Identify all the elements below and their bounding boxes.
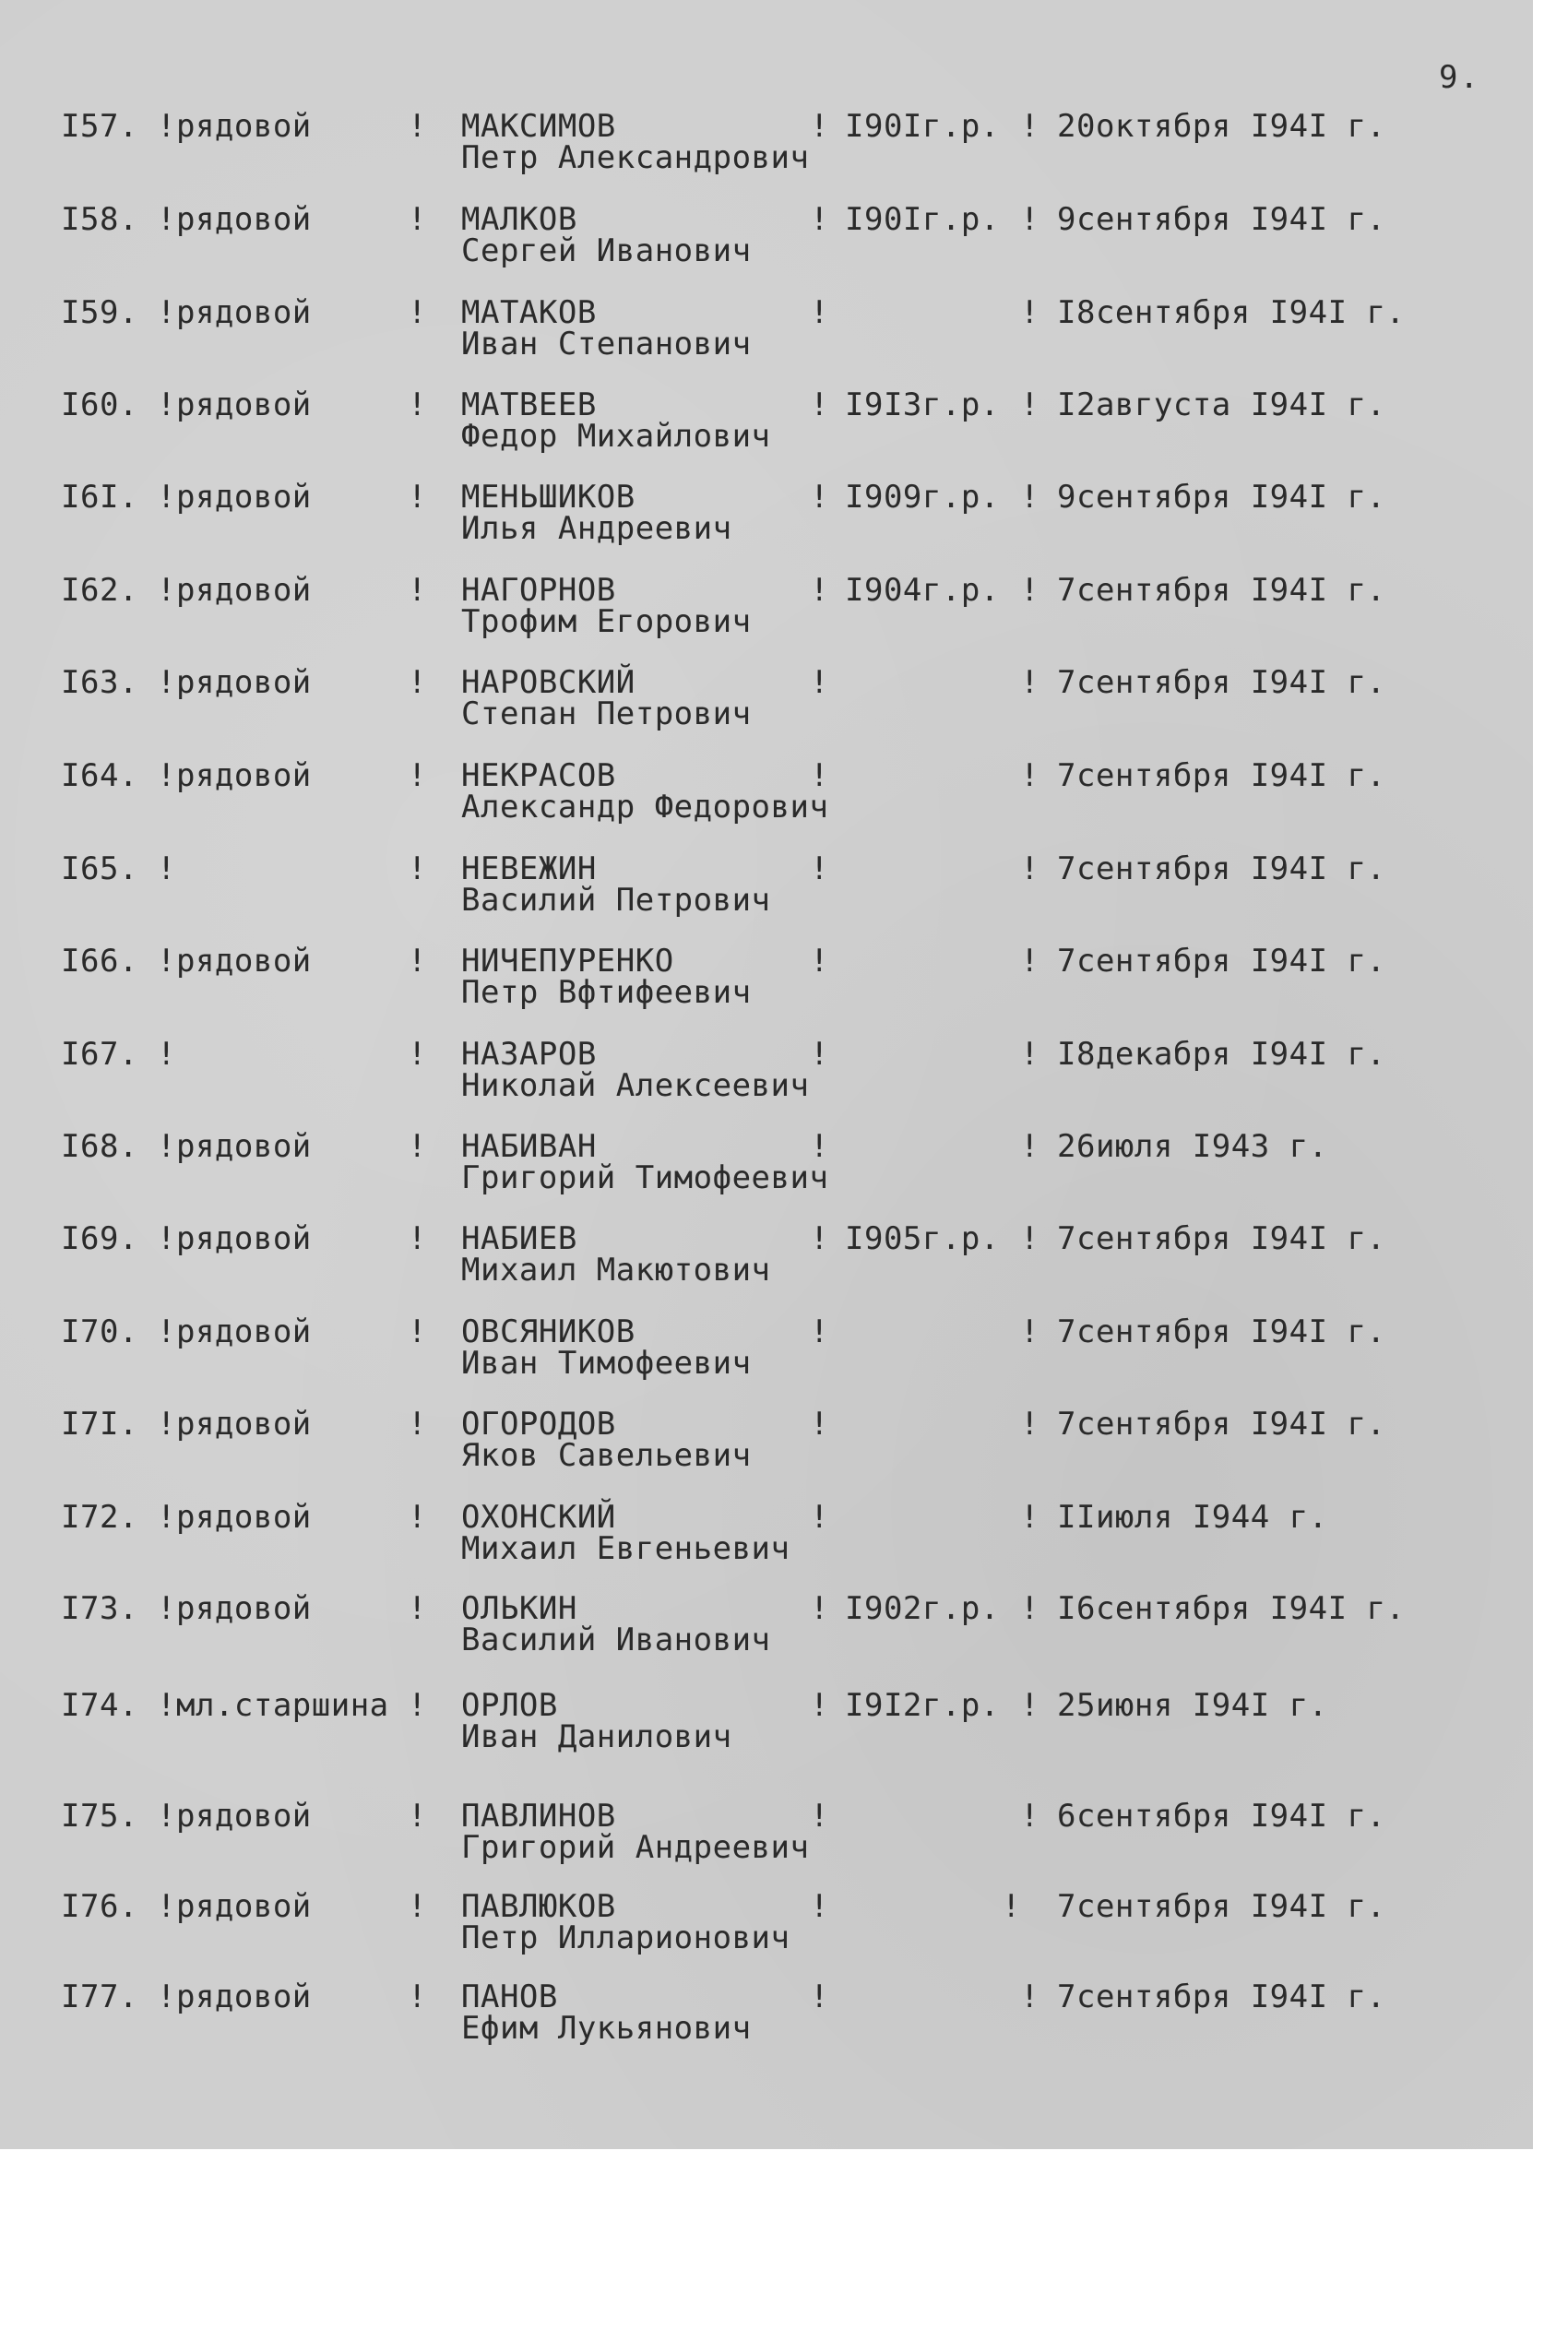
entry-given-name: Сергей Иванович xyxy=(461,232,752,269)
column-separator: ! xyxy=(1020,943,1039,980)
entry-surname: НАБИЕВ xyxy=(461,1220,577,1257)
entry-birth-year: I904г.р. xyxy=(845,572,1000,609)
entry-surname: МАЛКОВ xyxy=(461,201,577,238)
entry-surname: НАБИВАН xyxy=(461,1128,597,1165)
column-separator: ! xyxy=(408,1128,427,1165)
entry-surname: МАТВЕЕВ xyxy=(461,386,597,423)
column-separator: ! xyxy=(1020,108,1039,145)
column-separator: ! xyxy=(810,757,829,794)
entry-date: I8сентября I94I г. xyxy=(1057,294,1406,331)
entry-rank: !рядовой xyxy=(157,1220,312,1257)
list-entry xyxy=(0,1888,1533,1965)
column-separator: ! xyxy=(1020,1128,1039,1165)
entry-rank: !рядовой xyxy=(157,108,312,145)
entry-given-name: Александр Федорович xyxy=(461,789,829,826)
entry-number: I6I. xyxy=(61,479,138,516)
entry-given-name: Михаил Макютович xyxy=(461,1252,771,1289)
entry-date: 25июня I94I г. xyxy=(1057,1687,1328,1724)
entry-number: I77. xyxy=(61,1978,138,2015)
entry-rank: !рядовой xyxy=(157,1978,312,2015)
column-separator: ! xyxy=(810,108,829,145)
entry-number: I59. xyxy=(61,294,138,331)
entry-number: I64. xyxy=(61,757,138,794)
column-separator: ! xyxy=(408,1798,427,1835)
column-separator: ! xyxy=(810,943,829,980)
entry-number: I7I. xyxy=(61,1406,138,1443)
entry-date: 7сентября I94I г. xyxy=(1057,850,1386,887)
entry-date: 9сентября I94I г. xyxy=(1057,479,1386,516)
column-separator: ! xyxy=(810,1499,829,1536)
entry-birth-year: I905г.р. xyxy=(845,1220,1000,1257)
entry-birth-year: I902г.р. xyxy=(845,1590,1000,1627)
column-separator: ! xyxy=(408,572,427,609)
column-separator: ! xyxy=(810,201,829,238)
entry-date: 7сентября I94I г. xyxy=(1057,1313,1386,1350)
column-separator: ! xyxy=(408,108,427,145)
entry-surname: МАКСИМОВ xyxy=(461,108,616,145)
column-separator: ! xyxy=(408,1406,427,1443)
entry-surname: МАТАКОВ xyxy=(461,294,597,331)
column-separator: ! xyxy=(810,664,829,701)
entry-given-name: Иван Степанович xyxy=(461,326,752,362)
entry-given-name: Яков Савельевич xyxy=(461,1437,752,1474)
column-separator: ! xyxy=(1020,294,1039,331)
column-separator: ! xyxy=(408,757,427,794)
entry-given-name: Петр Илларионович xyxy=(461,1919,790,1956)
column-separator: ! xyxy=(810,1978,829,2015)
column-separator: ! xyxy=(1020,757,1039,794)
column-separator: ! xyxy=(1020,386,1039,423)
entry-surname: ОХОНСКИЙ xyxy=(461,1499,616,1536)
entry-date: 6сентября I94I г. xyxy=(1057,1798,1386,1835)
entry-rank: ! xyxy=(157,850,176,887)
column-separator: ! xyxy=(810,1687,829,1724)
entry-surname: НЕКРАСОВ xyxy=(461,757,616,794)
entry-given-name: Петр Александрович xyxy=(461,139,810,176)
entry-given-name: Трофим Егорович xyxy=(461,603,752,640)
entry-surname: НАГОРНОВ xyxy=(461,572,616,609)
list-entry xyxy=(0,108,1533,184)
column-separator: ! xyxy=(810,572,829,609)
entry-rank: !рядовой xyxy=(157,757,312,794)
list-entry xyxy=(0,1408,1533,1482)
list-entry xyxy=(0,850,1533,927)
entry-birth-year: I90Iг.р. xyxy=(845,201,1000,238)
entry-number: I63. xyxy=(61,664,138,701)
entry-date: 20октября I94I г. xyxy=(1057,108,1386,145)
column-separator: ! xyxy=(1020,572,1039,609)
entry-surname: НАЗАРОВ xyxy=(461,1036,597,1073)
entry-date: 7сентября I94I г. xyxy=(1057,1978,1386,2015)
entry-surname: МЕНЬШИКОВ xyxy=(461,479,636,516)
entry-date: 7сентября I94I г. xyxy=(1057,572,1386,609)
entry-given-name: Федор Михайлович xyxy=(461,418,771,455)
entry-number: I73. xyxy=(61,1590,138,1627)
entry-surname: НЕВЕЖИН xyxy=(461,850,597,887)
entry-surname: ПАВЛЮКОВ xyxy=(461,1888,616,1925)
column-separator: ! xyxy=(810,1220,829,1257)
entry-given-name: Василий Петрович xyxy=(461,882,771,919)
list-entry xyxy=(0,757,1533,834)
entry-number: I66. xyxy=(61,943,138,980)
entry-surname: НАРОВСКИЙ xyxy=(461,664,636,701)
entry-date: 9сентября I94I г. xyxy=(1057,201,1386,238)
entry-number: I68. xyxy=(61,1128,138,1165)
entry-number: I72. xyxy=(61,1499,138,1536)
column-separator: ! xyxy=(408,850,427,887)
entry-number: I60. xyxy=(61,386,138,423)
entry-surname: ПАВЛИНОВ xyxy=(461,1798,616,1835)
entry-given-name: Василий Иванович xyxy=(461,1622,771,1658)
entry-date: 26июля I943 г. xyxy=(1057,1128,1328,1165)
column-separator: ! xyxy=(810,850,829,887)
column-separator: ! xyxy=(1020,1687,1039,1724)
entry-birth-year: I9I2г.р. xyxy=(845,1687,1000,1724)
column-separator: ! xyxy=(1020,1313,1039,1350)
entry-rank: !рядовой xyxy=(157,1888,312,1925)
entry-rank: !рядовой xyxy=(157,572,312,609)
list-entry xyxy=(0,1036,1533,1112)
entry-given-name: Иван Тимофеевич xyxy=(461,1345,752,1382)
entry-date: I2августа I94I г. xyxy=(1057,386,1386,423)
entry-date: 7сентября I94I г. xyxy=(1057,1888,1386,1925)
column-separator: ! xyxy=(810,479,829,516)
column-separator: ! xyxy=(810,1128,829,1165)
list-entry xyxy=(0,1687,1533,1764)
entry-rank: !рядовой xyxy=(157,1590,312,1627)
entry-number: I74. xyxy=(61,1687,138,1724)
list-entry xyxy=(0,201,1533,278)
column-separator: ! xyxy=(408,294,427,331)
list-entry xyxy=(0,1590,1533,1667)
entry-date: I6сентября I94I г. xyxy=(1057,1590,1406,1627)
list-entry xyxy=(0,1313,1533,1390)
entry-rank: !рядовой xyxy=(157,294,312,331)
column-separator: ! xyxy=(408,1687,427,1724)
column-separator: ! xyxy=(810,1590,829,1627)
entry-rank: !рядовой xyxy=(157,479,312,516)
entry-given-name: Илья Андреевич xyxy=(461,510,732,547)
column-separator: ! xyxy=(408,201,427,238)
entry-number: I70. xyxy=(61,1313,138,1350)
entry-date: 7сентября I94I г. xyxy=(1057,1406,1386,1443)
entry-rank: !мл.старшина xyxy=(157,1687,389,1724)
column-separator: ! xyxy=(1020,1036,1039,1073)
entry-number: I57. xyxy=(61,108,138,145)
column-separator: ! xyxy=(408,1888,427,1925)
column-separator: ! xyxy=(408,1313,427,1350)
column-separator: ! xyxy=(1020,850,1039,887)
entry-number: I67. xyxy=(61,1036,138,1073)
column-separator: ! xyxy=(1020,1220,1039,1257)
list-entry xyxy=(0,294,1533,371)
column-separator: ! xyxy=(408,479,427,516)
list-entry xyxy=(0,481,1533,555)
entry-number: I75. xyxy=(61,1798,138,1835)
entry-given-name: Петр Вфтифеевич xyxy=(461,974,752,1011)
column-separator: ! xyxy=(810,1036,829,1073)
entry-given-name: Иван Данилович xyxy=(461,1718,732,1755)
column-separator: ! xyxy=(408,1036,427,1073)
entry-date: 7сентября I94I г. xyxy=(1057,664,1386,701)
entry-date: IIиюля I944 г. xyxy=(1057,1499,1328,1536)
entry-rank: !рядовой xyxy=(157,1499,312,1536)
list-entry xyxy=(0,572,1533,648)
column-separator: ! xyxy=(408,1220,427,1257)
entry-given-name: Григорий Тимофеевич xyxy=(461,1159,829,1196)
entry-given-name: Степан Петрович xyxy=(461,695,752,732)
list-entry xyxy=(0,1128,1533,1205)
entry-surname: ОРЛОВ xyxy=(461,1687,558,1724)
column-separator: ! xyxy=(1020,1798,1039,1835)
entry-given-name: Михаил Евгеньевич xyxy=(461,1530,790,1567)
column-separator: ! xyxy=(1020,664,1039,701)
entry-rank: !рядовой xyxy=(157,386,312,423)
entry-birth-year: I9I3г.р. xyxy=(845,386,1000,423)
column-separator: ! xyxy=(1020,1978,1039,2015)
column-separator: ! xyxy=(1002,1888,1021,1925)
entry-rank: !рядовой xyxy=(157,664,312,701)
scan-margin xyxy=(1533,0,1568,2157)
column-separator: ! xyxy=(810,1406,829,1443)
entry-surname: ОВСЯНИКОВ xyxy=(461,1313,636,1350)
list-entry xyxy=(0,1800,1533,1874)
entry-number: I62. xyxy=(61,572,138,609)
list-entry xyxy=(0,1499,1533,1575)
entry-number: I76. xyxy=(61,1888,138,1925)
entry-rank: !рядовой xyxy=(157,1313,312,1350)
entry-rank: !рядовой xyxy=(157,943,312,980)
entry-surname: НИЧЕПУРЕНКО xyxy=(461,943,674,980)
list-entry xyxy=(0,386,1533,463)
list-entry xyxy=(0,945,1533,1019)
column-separator: ! xyxy=(408,943,427,980)
column-separator: ! xyxy=(810,1313,829,1350)
column-separator: ! xyxy=(1020,1590,1039,1627)
column-separator: ! xyxy=(408,1499,427,1536)
page-number: 9. xyxy=(1439,59,1480,96)
column-separator: ! xyxy=(1020,1499,1039,1536)
entry-rank: !рядовой xyxy=(157,1128,312,1165)
entry-given-name: Ефим Лукьянович xyxy=(461,2010,752,2047)
entry-date: 7сентября I94I г. xyxy=(1057,943,1386,980)
list-entry xyxy=(0,1220,1533,1297)
entry-rank: ! xyxy=(157,1036,176,1073)
entry-given-name: Николай Алексеевич xyxy=(461,1067,810,1104)
column-separator: ! xyxy=(810,294,829,331)
entry-given-name: Григорий Андреевич xyxy=(461,1829,810,1866)
column-separator: ! xyxy=(810,1888,829,1925)
column-separator: ! xyxy=(408,1590,427,1627)
column-separator: ! xyxy=(810,1798,829,1835)
column-separator: ! xyxy=(408,1978,427,2015)
entry-number: I69. xyxy=(61,1220,138,1257)
entry-date: I8декабря I94I г. xyxy=(1057,1036,1386,1073)
entry-number: I65. xyxy=(61,850,138,887)
entry-birth-year: I90Iг.р. xyxy=(845,108,1000,145)
list-entry xyxy=(0,664,1533,741)
column-separator: ! xyxy=(408,386,427,423)
column-separator: ! xyxy=(810,386,829,423)
column-separator: ! xyxy=(1020,479,1039,516)
column-separator: ! xyxy=(408,664,427,701)
entry-rank: !рядовой xyxy=(157,1798,312,1835)
column-separator: ! xyxy=(1020,1406,1039,1443)
entry-date: 7сентября I94I г. xyxy=(1057,1220,1386,1257)
entry-rank: !рядовой xyxy=(157,1406,312,1443)
entry-surname: ОЛЬКИН xyxy=(461,1590,577,1627)
entry-rank: !рядовой xyxy=(157,201,312,238)
column-separator: ! xyxy=(1020,201,1039,238)
list-entry xyxy=(0,1978,1533,2055)
entry-surname: ПАНОВ xyxy=(461,1978,558,2015)
entry-date: 7сентября I94I г. xyxy=(1057,757,1386,794)
entry-number: I58. xyxy=(61,201,138,238)
entry-birth-year: I909г.р. xyxy=(845,479,1000,516)
entry-surname: ОГОРОДОВ xyxy=(461,1406,616,1443)
